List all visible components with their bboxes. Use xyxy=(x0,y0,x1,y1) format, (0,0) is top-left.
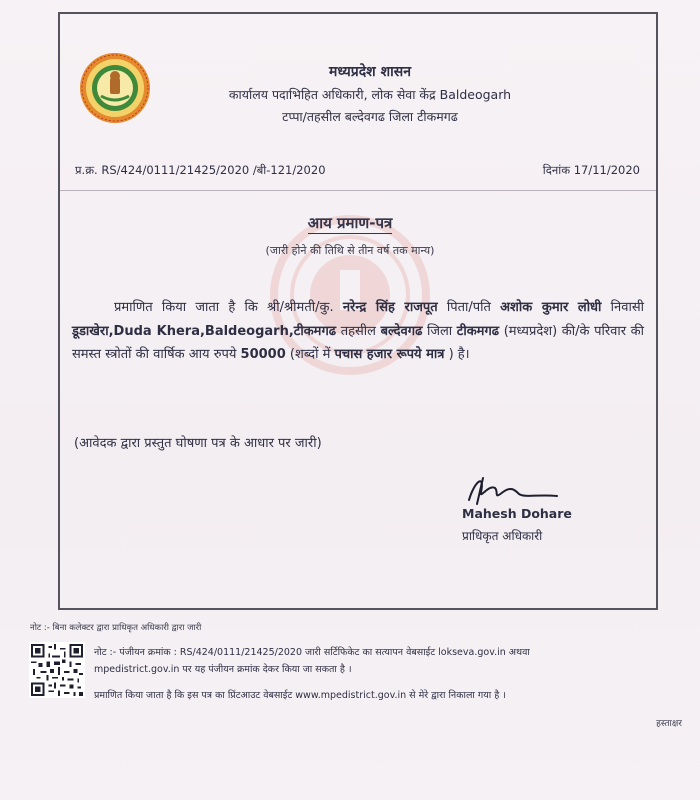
signatory-name: Mahesh Dohare xyxy=(462,506,572,521)
state-emblem-seal xyxy=(79,52,151,124)
government-heading: मध्यप्रदेश शासन xyxy=(329,64,411,80)
father-name: अशोक कुमार लोधी xyxy=(500,300,602,315)
income-amount: 50000 xyxy=(240,347,286,362)
footer-note: नोट :- बिना कलेक्टर द्वारा प्राधिकृत अधिकारी द्वारा जारी xyxy=(30,623,202,633)
body-text-7: (शब्दों में xyxy=(289,347,331,362)
footer-verification-line-2: mpedistrict.gov.in पर यह पंजीयन क्रमांक देकर किया जा सकता है । xyxy=(94,664,352,675)
reference-number: प्र.क्र. RS/424/0111/21425/2020 /बी-121/2020 xyxy=(75,163,326,177)
body-text-8: ) है। xyxy=(448,347,470,362)
body-text-2: पिता/पति xyxy=(446,300,491,315)
issue-date: दिनांक 17/11/2020 xyxy=(542,163,640,177)
district-name: टीकमगढ xyxy=(456,323,500,339)
body-text-3: निवासी xyxy=(610,300,644,315)
certificate-title-text: आय प्रमाण-पत्र xyxy=(307,214,393,232)
tehsil-district-heading: टप्पा/तहसील बल्देवगढ जिला टीकमगढ xyxy=(282,109,458,124)
certificate-title xyxy=(0,213,700,233)
footer-verification-line-1: नोट :- पंजीयन क्रमांक : RS/424/0111/21425/2020 जारी सर्टिफिकेट का सत्यापन वेबसाईट lokseva.gov.in अथवा xyxy=(94,647,530,658)
body-text-1: प्रमाणित किया जाता है कि श्री/श्रीमती/कु. xyxy=(114,300,334,315)
signatory-designation: प्राधिकृत अधिकारी xyxy=(462,529,543,543)
office-heading: कार्यालय पदाभिहित अधिकारी, लोक सेवा केंद्र Baldeogarh xyxy=(228,87,512,102)
holder-name: नरेन्द्र सिंह राजपूत xyxy=(342,300,438,315)
address: डूडाखेरा,Duda Khera,Baldeogarh,टीकमगढ xyxy=(72,323,337,339)
body-text-6: (मध्यप्रदेश) की/के परिवार की समस्त स्त्रोतों की वार्षिक आय रुपये xyxy=(72,323,644,362)
income-amount-words: पचास हजार रूपये मात्र xyxy=(334,347,445,362)
tehsil-name: बल्देवगढ xyxy=(380,323,423,339)
applicant-declaration-note: (आवेदक द्वारा प्रस्तुत घोषणा पत्र के आधार पर जारी) xyxy=(74,436,322,451)
divider xyxy=(60,190,656,191)
signature-label: हस्ताक्षर xyxy=(656,719,682,729)
validity-note: (जारी होने की तिथि से तीन वर्ष तक मान्य) xyxy=(265,244,435,257)
body-text-5: जिला xyxy=(426,323,453,339)
qr-code xyxy=(28,642,86,698)
body-text-4: तहसील xyxy=(340,323,376,339)
footer-printout-statement: प्रमाणित किया जाता है कि इस पत्र का प्रिंटआउट वेबसाईट www.mpedistrict.gov.in से मेरे द्वारा निकाला गया है । xyxy=(94,690,506,701)
certificate-body xyxy=(72,296,644,367)
signature-image xyxy=(463,470,563,508)
